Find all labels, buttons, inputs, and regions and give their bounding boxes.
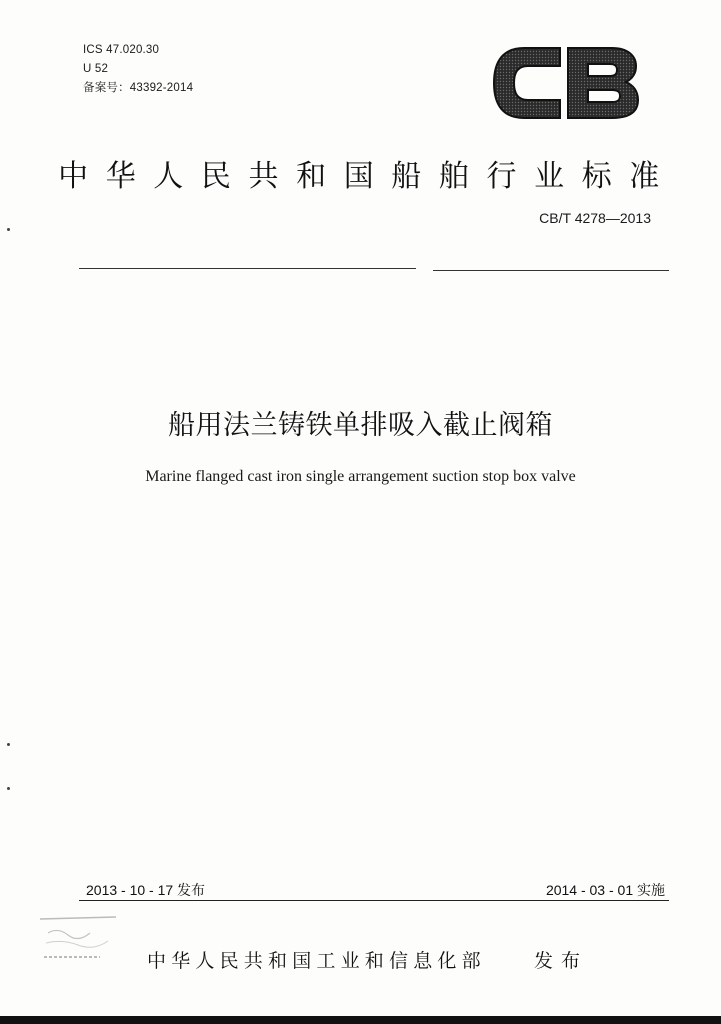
scan-speck bbox=[7, 228, 10, 231]
release-label: 发布 bbox=[534, 950, 589, 972]
standard-number: CB/T 4278—2013 bbox=[539, 210, 651, 226]
footer-divider-line bbox=[79, 900, 669, 901]
filing-number: 备案号：43392-2014 bbox=[83, 82, 194, 94]
issue-date: 2013 - 10 - 17 发布 bbox=[86, 882, 206, 898]
divider-line-left bbox=[79, 268, 416, 269]
classification-codes bbox=[83, 41, 193, 98]
scan-speck bbox=[7, 787, 10, 790]
ics-code: ICS 47.020.30 bbox=[83, 44, 160, 56]
implementation-date: 2014 - 03 - 01 实施 bbox=[545, 882, 665, 898]
divider-line-right bbox=[433, 270, 669, 271]
issuing-authority: 中华人民共和国工业和信息化部 bbox=[147, 950, 486, 972]
standard-category-title: 中华人民共和国船舶行业标准 bbox=[58, 159, 677, 194]
cb-logo bbox=[490, 44, 640, 122]
document-title-chinese: 船用法兰铸铁单排吸入截止阀箱 bbox=[168, 410, 553, 441]
document-title-english: Marine flanged cast iron single arrangement suction stop box valve bbox=[145, 468, 576, 485]
scan-edge-bar bbox=[0, 1016, 721, 1024]
scan-speck bbox=[7, 743, 10, 746]
ccs-code: U 52 bbox=[83, 63, 109, 75]
faded-stamp-mark bbox=[38, 913, 120, 967]
